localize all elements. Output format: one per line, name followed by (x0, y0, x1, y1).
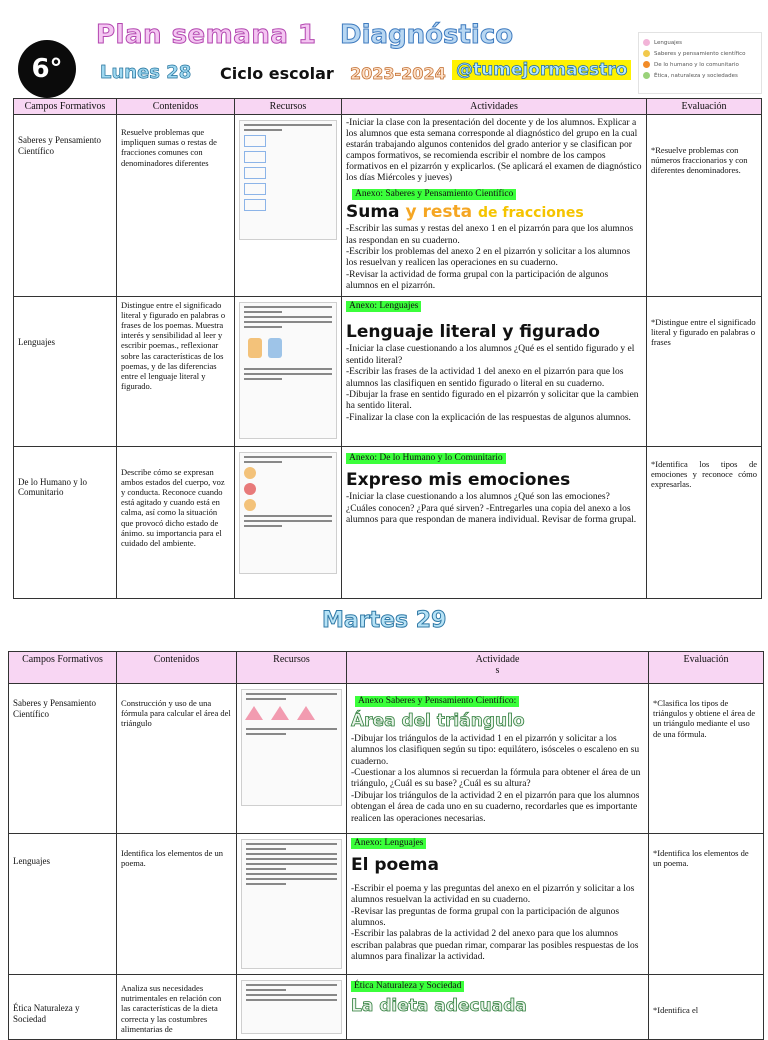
contenido-cell: Identifica los elementos de un poema. (117, 834, 237, 975)
anexo-label: Ética Naturaleza y Sociedad (351, 981, 464, 992)
recurso-cell (237, 834, 347, 975)
col-contenidos: Contenidos (117, 99, 235, 115)
table-row (9, 975, 764, 1040)
recurso-cell (237, 975, 347, 1040)
recurso-cell (237, 684, 347, 834)
character-image (268, 338, 282, 358)
activity-step: -Escribir las palabras de la actividad 2 del anexo para que los alumnos escriban palabras que puedan rimar, comparar las posibles respuestas de los alumnos para finalizar la actividad. (351, 929, 639, 963)
recurso-cell (235, 446, 342, 598)
evaluacion-cell: *Distingue entre el significado literal y figurado en palabras o frases (647, 296, 762, 446)
circle-icon (643, 39, 650, 46)
anexo-label: Anexo: Lenguajes (351, 838, 426, 849)
recurso-cell (235, 296, 342, 446)
campos-legend (638, 32, 762, 94)
evaluacion-cell: *Identifica los tipos de emociones y reconoce cómo expresarlas. (647, 446, 762, 598)
legend-item: Lenguajes (643, 37, 757, 48)
activity-step: -Escribir las frases de la actividad 1 del anexo en el pizarrón para que los alumnos las clasifiquen en sentido figurado o literal en su cuaderno. (346, 367, 624, 389)
actividades-cell (347, 975, 649, 1040)
table-row (9, 834, 764, 975)
campo-cell: Saberes y Pensamiento Científico (9, 684, 117, 834)
activity-title: La dieta adecuada (351, 996, 527, 1017)
character-image (248, 338, 262, 358)
campo-cell: Ética Naturaleza y Sociedad (9, 975, 117, 1040)
activity-step: -Finalizar la clase con la explicación de las respuestas de algunos alumnos. (346, 412, 631, 423)
activity-step: -Escribir las sumas y restas del anexo 1 en el pizarrón para que los alumnos las respondan en su cuaderno. (346, 224, 634, 246)
martes-table (8, 651, 764, 1040)
grade-badge (18, 40, 76, 98)
activity-title: El poema (351, 855, 439, 876)
activity-step: -Dibujar los triángulos de la actividad 2 en el pizarrón para que los alumnos obtengan el área de cada uno en su cuaderno, recordarles que es importante realicen las operaciones necesarias. (351, 790, 640, 824)
evaluacion-cell: *Resuelve problemas con números fraccionarios y con diferentes denominadores. (647, 115, 762, 297)
lunes-table (13, 98, 762, 599)
actividades-cell (342, 296, 647, 446)
legend-item: De lo humano y lo comunitario (643, 59, 757, 70)
activity-step: -Iniciar la clase cuestionando a los alumnos ¿Qué es el sentido figurado y el sentido literal? (346, 344, 635, 366)
col-campos: Campos Formativos (14, 99, 117, 115)
contenido-cell: Describe cómo se expresan ambos estados del cuerpo, voz y conducta. Reconoce cuando está agitado y cuando está en calma, así como la situación que provocó dicho estado de ánimo. su importancia para el cuidado del ambiente. (117, 446, 235, 598)
col-campos: Campos Formativos (9, 652, 117, 684)
col-actividades: Actividades (342, 99, 647, 115)
table-header-row (14, 99, 762, 115)
worksheet-thumbnail (239, 120, 337, 240)
activity-title: Suma y resta de fracciones (346, 201, 584, 222)
actividades-cell (347, 834, 649, 975)
author-handle: @tumejormaestro (452, 60, 631, 80)
cycle-label: Ciclo escolar (220, 64, 334, 83)
table-row (9, 684, 764, 834)
worksheet-thumbnail (241, 839, 342, 969)
col-evaluacion: Evaluación (647, 99, 762, 115)
day-label: Lunes 28 (100, 62, 192, 83)
legend-item: Saberes y pensamiento científico (643, 48, 757, 59)
worksheet-thumbnail (241, 980, 342, 1034)
worksheet-thumbnail (241, 689, 342, 806)
activity-step: -Escribir el poema y las preguntas del anexo en el pizarrón y solicitar a los alumnos resuelvan la actividad en su cuaderno. (351, 883, 635, 906)
activity-title: Área del triángulo (351, 711, 525, 732)
contenido-cell: Distingue entre el significado literal y figurado en palabras o frases de los poemas. Muestra interés y sensibilidad al leer y escribir poemas., reflexionar sobre las características de los poemas, y de las diferencias entre el lenguaje literal y figurado. (117, 296, 235, 446)
activity-step: -Revisar la actividad de forma grupal con la participación de algunos alumnos en el pizarrón. (346, 269, 609, 292)
circle-icon (643, 72, 650, 79)
years-label: 2023-2024 (350, 64, 446, 83)
actividades-cell (347, 684, 649, 834)
campo-cell: Lenguajes (14, 296, 117, 446)
contenido-cell: Construcción y uso de una fórmula para calcular el área del triángulo (117, 684, 237, 834)
circle-icon (643, 61, 650, 68)
anexo-label: Anexo: Lenguajes (346, 301, 421, 312)
contenido-cell: Analiza sus necesidades nutrimentales en relación con las características de la dieta correcta y las costumbres alimentarias de (117, 975, 237, 1040)
col-contenidos: Contenidos (117, 652, 237, 684)
activity-step: -Revisar las preguntas de forma grupal con la participación de algunos alumnos. (351, 906, 620, 928)
anexo-label: Anexo: Saberes y Pensamiento Científico (352, 189, 516, 200)
table-header-row (9, 652, 764, 684)
evaluacion-cell: *Identifica los elementos de un poema. (649, 834, 764, 975)
intro-text: -Iniciar la clase con la presentación del docente y de los alumnos. Explicar a los alumnos que esta semana corresponde al diagnóstico del grupo en la cual estarán trabajando algunos contenidos del grado anterior y se clasifican por campos formativos, se recomienda escribir el nombre de los campos formativos en el pizarrón y explicarlos. (Se aplicará el examen de diagnóstico los días Miércoles y jueves) (346, 118, 642, 183)
day-title: Martes 29 (322, 608, 447, 633)
anexo-label: Anexo: De lo Humano y lo Comunitario (346, 453, 506, 464)
triangle-image (297, 706, 315, 720)
activity-step: -Cuestionar a los alumnos si recuerdan la fórmula para obtener el área de un triángulo, ¿Cuál es su base? ¿Cuál es su altura? (351, 767, 641, 790)
contenido-cell: Resuelve problemas que impliquen sumas o restas de fracciones comunes con denominadores diferentes (117, 115, 235, 297)
activity-title: Lenguaje literal y figurado (346, 322, 600, 343)
worksheet-thumbnail (239, 452, 337, 574)
activity-step: -Escribir los problemas del anexo 2 en el pizarrón y solicitar a los alumnos los resuelvan y realicen las operaciones en su cuaderno. (346, 247, 631, 269)
table-row (14, 115, 762, 297)
activity-step: -Iniciar la clase cuestionando a los alumnos ¿Qué son las emociones? ¿Cuáles conocen? ¿Para qué sirven? -Entregarles una copia del anexo a los alumnos para que respondan de manera individual. Revisar de forma grupal. (346, 492, 637, 526)
col-recursos: Recursos (237, 652, 347, 684)
evaluacion-cell: *Identifica el (649, 975, 764, 1040)
plan-title: Plan semana 1 (96, 20, 317, 50)
actividades-cell (342, 115, 647, 297)
worksheet-thumbnail (239, 302, 337, 439)
col-recursos: Recursos (235, 99, 342, 115)
activity-step: -Dibujar los triángulos de la actividad 1 en el pizarrón y solicitar a los alumnos los clasifiquen según su tipo: equilátero, isósceles o escaleno en su cuaderno. (351, 733, 640, 767)
table-row (14, 446, 762, 598)
campo-cell: Saberes y Pensamiento Científico (14, 115, 117, 297)
recurso-cell (235, 115, 342, 297)
circle-icon (643, 50, 650, 57)
activity-title: Expreso mis emociones (346, 470, 571, 491)
col-evaluacion: Evaluación (649, 652, 764, 684)
grade-label: 6° (31, 54, 63, 84)
plan-subtitle: Diagnóstico (340, 20, 514, 50)
anexo-label: Anexo Saberes y Pensamiento Científico: (355, 696, 519, 707)
triangle-image (245, 706, 263, 720)
triangle-image (271, 706, 289, 720)
campo-cell: De lo Humano y lo Comunitario (14, 446, 117, 598)
evaluacion-cell: *Clasifica los tipos de triángulos y obtiene el área de un triángulo mediante el uso de una fórmula. (649, 684, 764, 834)
campo-cell: Lenguajes (9, 834, 117, 975)
col-actividades: Actividade s (347, 652, 649, 684)
activity-step: -Dibujar la frase en sentido figurado en el pizarrón y solicitar que la cambien ha sentido literal. (346, 390, 639, 412)
actividades-cell (342, 446, 647, 598)
legend-item: Ética, naturaleza y sociedades (643, 70, 757, 81)
table-row (14, 296, 762, 446)
